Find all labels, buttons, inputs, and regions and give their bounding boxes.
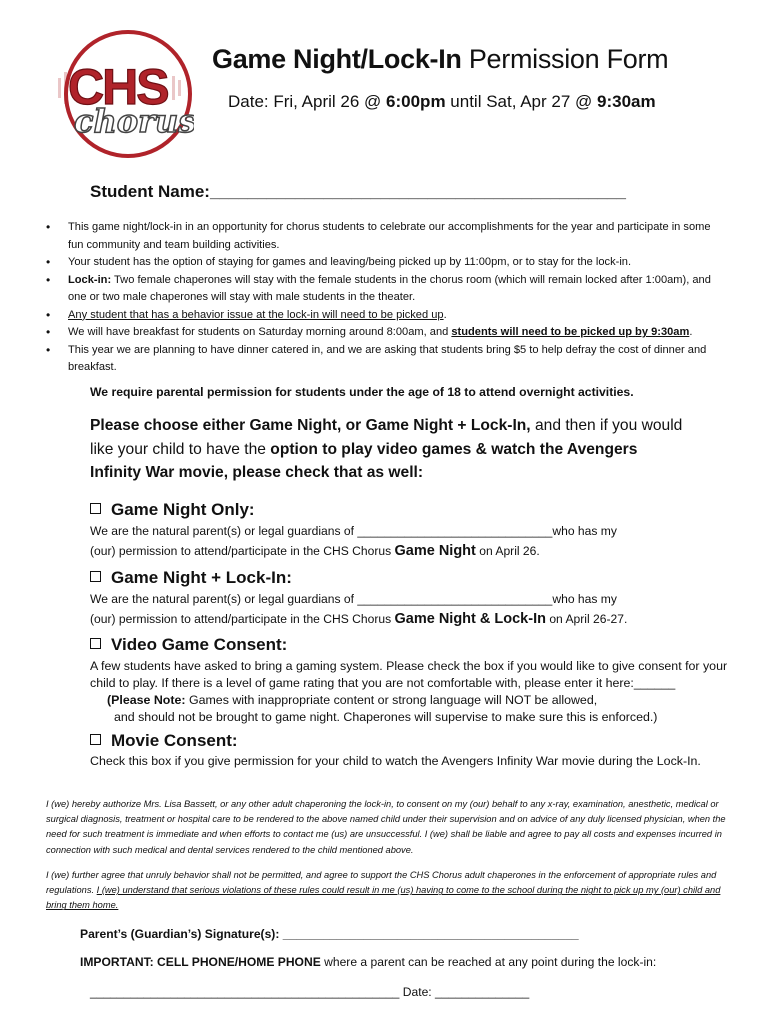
choose-bold-2: option to play video games & watch the Avengers Infinity War movie, please check that as well: (90, 440, 638, 481)
behavior-agreement (46, 868, 732, 914)
important-label: IMPORTANT: CELL PHONE/HOME PHONE (80, 955, 321, 969)
video-game-text (90, 658, 740, 726)
video-game-paragraph: A few students have asked to bring a gaming system. Please check the box if you would like to give consent for your child to play. If there is a level of game rating that you are not comfortable with, please enter it here:______ (90, 659, 728, 690)
important-text: where a parent can be reached at any point during the lock-in: (320, 955, 657, 969)
phone-date-line[interactable]: ______________________________________________ Date: ______________ (90, 985, 530, 999)
student-name-field[interactable]: Student Name:____________________________________________ (90, 182, 626, 201)
movie-consent-option[interactable] (90, 731, 238, 751)
lockin-text: Two female chaperones will stay with the female students in the chorus room (which will remain locked after 1:00am), and one or two male chaperones will stay with male students in the theater. (68, 273, 711, 303)
game-night-lockin-option[interactable] (90, 568, 292, 588)
game-night-lockin-checkbox[interactable] (90, 571, 101, 582)
note-label: (Please Note: (107, 693, 186, 707)
title-bold: Game Night/Lock-In (212, 44, 462, 74)
game-night-only-checkbox[interactable] (90, 503, 101, 514)
end-time: 9:30am (597, 92, 656, 111)
svg-text:chorus: chorus (74, 102, 194, 140)
bullet-pickup-option: • Your student has the option of staying for games and leaving/being picked up by 11:00pm, or to stay for the lock-in. (46, 254, 726, 272)
event-date (228, 92, 656, 112)
game-night-lockin-heading: Game Night + Lock-In: (111, 568, 292, 587)
gn-line2-big: Game Night (394, 543, 476, 559)
movie-consent-text: Check this box if you give permission for your child to watch the Avengers Infinity War movie during the Lock-In. (90, 754, 701, 768)
video-game-note (90, 692, 740, 709)
date-middle: until Sat, Apr 27 @ (445, 92, 598, 111)
pickup-deadline: students will need to be picked up by 9:30am (451, 326, 690, 338)
movie-consent-checkbox[interactable] (90, 734, 101, 745)
form-title (212, 44, 668, 75)
bullet-breakfast: • We will have breakfast for students on Saturday morning around 8:00am, and students will need to be picked up by 9:30am. (46, 324, 726, 342)
svg-text:CHS: CHS (68, 59, 168, 115)
game-night-only-line2 (90, 543, 540, 559)
start-time: 6:00pm (386, 92, 446, 111)
video-game-checkbox[interactable] (90, 638, 101, 649)
breakfast-text: We will have breakfast for students on Saturday morning around 8:00am, and (68, 326, 452, 338)
video-game-consent-option[interactable] (90, 635, 287, 655)
chs-chorus-logo (54, 28, 194, 160)
gnl-line2-post: on April 26-27. (545, 612, 628, 626)
game-night-lockin-line1: We are the natural parent(s) or legal guardians of _____________________________who has my (90, 592, 617, 606)
signature-label: Parent’s (Guardian’s) Signature(s): ____________________________________________ (80, 927, 579, 941)
bullet-behavior: • Any student that has a behavior issue at the lock-in will need to be picked up. (46, 307, 726, 325)
choose-bold-1: Please choose either Game Night, or Game Night + Lock-In, (90, 417, 531, 434)
title-rest: Permission Form (461, 44, 669, 74)
game-night-only-line1: We are the natural parent(s) or legal guardians of _____________________________who has my (90, 524, 617, 538)
game-night-only-option[interactable] (90, 500, 255, 520)
bullet-dinner: • This year we are planning to have dinner catered in, and we are asking that students bring $5 to help defray the cost of dinner and breakfast. (46, 342, 726, 377)
gnl-line2-pre: (our) permission to attend/participate in the CHS Chorus (90, 612, 395, 626)
behavior-text: Any student that has a behavior issue at the lock-in will need to be picked up (68, 308, 444, 321)
bullet-intro: • This game night/lock-in in an opportunity for chorus students to celebrate our accomplishments for the year and participate in some fun community and team building activities. (46, 219, 726, 254)
game-night-lockin-line2 (90, 611, 627, 627)
important-phone (80, 955, 656, 969)
choose-instructions (90, 414, 690, 485)
chs-chorus-logo-graphic (54, 28, 194, 160)
video-game-heading: Video Game Consent: (111, 635, 288, 654)
requirement-note: We require parental permission for students under the age of 18 to attend overnight activities. (90, 385, 634, 399)
signature-field[interactable] (80, 927, 579, 941)
behavior-agreement-text: I (we) further agree that unruly behavior shall not be permitted, and agree to support the CHS Chorus adult chaperones in the enforcement of appropriate rules and regulations. (46, 870, 717, 896)
video-game-note-line2: and should not be brought to game night. Chaperones will supervise to make sure this is enforced.) (114, 710, 658, 724)
gn-line2-post: on April 26. (475, 544, 540, 558)
movie-consent-heading: Movie Consent: (111, 731, 238, 750)
lockin-label: Lock-in: (68, 273, 112, 286)
behavior-agreement-underlined: I (we) understand that serious violations of these rules could result in me (us) having to come to the school during the night to pick up my (our) child and bring them home. (46, 885, 721, 911)
medical-authorization: I (we) hereby authorize Mrs. Lisa Bassett, or any other adult chaperoning the lock-in, to consent on my (our) behalf to any x-ray, examination, anesthetic, medical or surgical diagnosis, treatment or hospital care to be rendered to the above named child under their supervision and on advice of any duly licensed physician, when the need for such treatment is immediate and when efforts to contact me (us) are unsuccessful. I (we) shall be liable and agree to pay all costs and expenses incurred in connection with such medical and dental services rendered to the child mentioned above. (46, 799, 726, 855)
gn-line2-pre: (our) permission to attend/participate in the CHS Chorus (90, 544, 395, 558)
bullet-lockin (46, 272, 726, 307)
date-prefix: Date: Fri, April 26 @ (228, 92, 387, 111)
info-bullets (46, 219, 726, 377)
game-night-only-heading: Game Night Only: (111, 500, 255, 519)
gnl-line2-big: Game Night & Lock-In (394, 611, 546, 627)
note-text: Games with inappropriate content or strong language will NOT be allowed, (185, 693, 598, 707)
choose-text: and then if you would like your child to have the (90, 417, 683, 458)
